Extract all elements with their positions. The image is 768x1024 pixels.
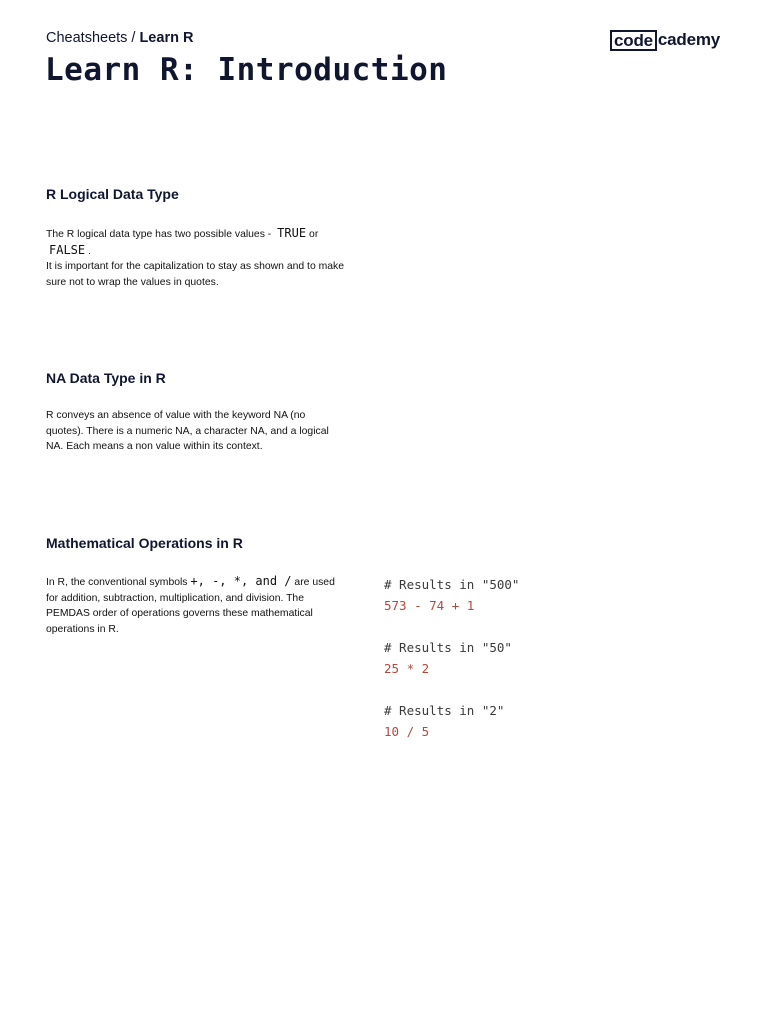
code-comment: # Results in "500"	[384, 577, 520, 592]
code-comment: # Results in "2"	[384, 703, 505, 718]
logical-line-2: It is important for the capitalization to stay as shown and to make sure not to wrap the values in quotes.	[46, 261, 345, 288]
section-body-na	[46, 408, 336, 455]
section-title-math: Mathematical Operations in R	[46, 535, 243, 551]
keyword-true: TRUE	[277, 226, 307, 240]
breadcrumb-separator: /	[131, 30, 136, 46]
page-title: Learn R: Introduction	[45, 52, 448, 88]
code-expression: 25 * 2	[384, 661, 430, 676]
code-block-math	[384, 574, 519, 763]
keyword-false: FALSE	[49, 242, 86, 257]
section-title-na: NA Data Type in R	[46, 370, 166, 386]
breadcrumb-current[interactable]: Learn R	[139, 30, 194, 46]
math-operators: +, -, *, and /	[190, 574, 292, 588]
logical-text-1: The R logical data type has two possible values -	[46, 229, 275, 240]
logo-box-text: code	[610, 30, 657, 51]
math-text-prefix: In R, the conventional symbols	[46, 577, 191, 588]
math-text	[46, 574, 336, 637]
section-title-logical: R Logical Data Type	[46, 186, 179, 202]
logical-text-period: .	[88, 245, 92, 257]
codecademy-logo[interactable]	[610, 29, 720, 51]
logical-line-1	[46, 226, 346, 259]
section-body-math	[46, 574, 336, 637]
breadcrumb-link-cheatsheets[interactable]: Cheatsheets	[46, 30, 128, 46]
breadcrumb	[46, 30, 193, 46]
code-expression: 573 - 74 + 1	[384, 598, 475, 613]
code-expression: 10 / 5	[384, 724, 430, 739]
code-comment: # Results in "50"	[384, 640, 512, 655]
logo-rest-text: cademy	[657, 30, 721, 49]
na-text: R conveys an absence of value with the keyword NA (no quotes). There is a numeric NA, a character NA, and a logical NA. Each means a non value within its context.	[46, 410, 329, 453]
math-text-suffix: are used for addition, subtraction, multiplication, and division. The PEMDAS order of operations governs these mathematical operations in R.	[46, 577, 335, 635]
logical-text-or: or	[309, 229, 319, 240]
section-body-logical	[46, 226, 346, 290]
